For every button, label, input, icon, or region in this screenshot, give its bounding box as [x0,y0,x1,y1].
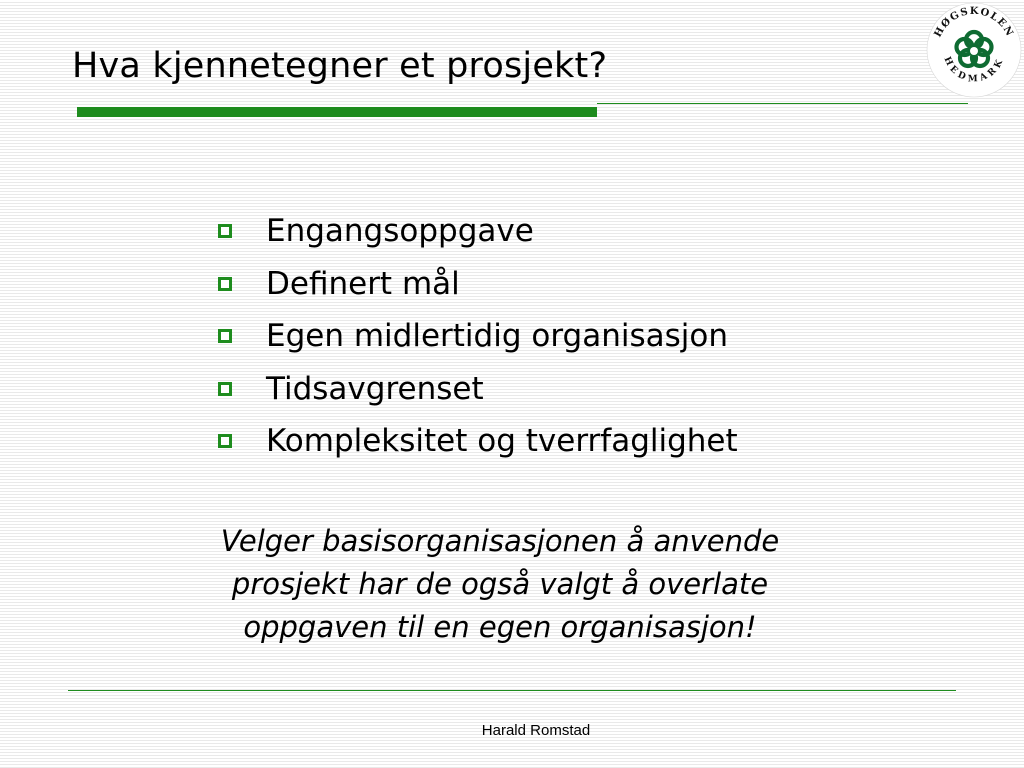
bullet-item [218,205,738,258]
footer-author: Harald Romstad [481,722,591,739]
bullet-item [218,415,738,468]
footer-rule-line [68,690,956,691]
conclusion-line: oppgaven til en egen organisasjon! [243,610,757,644]
bullet-text: Engangsoppgave [266,213,534,250]
square-bullet-icon [218,329,232,343]
square-bullet-icon [218,224,232,238]
bullet-item [218,363,738,416]
bullet-list [218,205,738,468]
square-bullet-icon [218,382,232,396]
conclusion-text [100,520,900,649]
bullet-text: Tidsavgrenset [266,370,484,407]
slide-title: Hva kjennetegner et prosjekt? [72,46,608,86]
bullet-item [218,310,738,363]
logo-bottom-text: HEDMARK [941,55,1007,85]
square-bullet-icon [218,434,232,448]
bullet-text: Definert mål [266,265,460,302]
conclusion-line: Velger basisorganisasjonen å anvende [220,524,780,558]
title-underline-bar [77,107,597,117]
title-rule-line [597,103,968,104]
bullet-text: Egen midlertidig organisasjon [266,318,728,355]
square-bullet-icon [218,277,232,291]
bullet-item [218,258,738,311]
bullet-text: Kompleksitet og tverrfaglighet [266,423,738,460]
hogskolen-hedmark-logo [924,0,1024,100]
logo-top-text: HØGSKOLEN [932,5,1016,40]
conclusion-line: prosjekt har de også valgt å overlate [231,567,769,601]
